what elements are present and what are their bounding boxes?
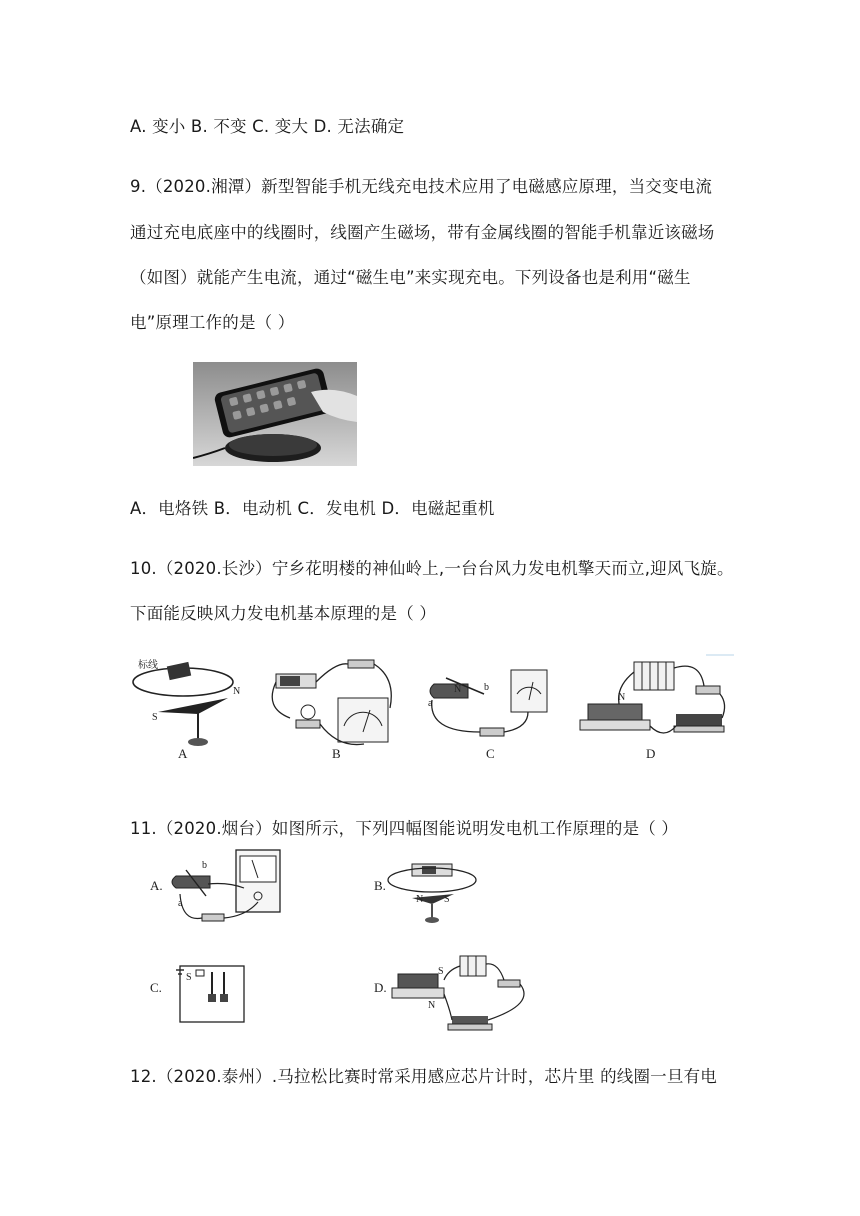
- q11-figure-a: [150, 850, 280, 921]
- svg-text:N: N: [618, 692, 626, 703]
- svg-text:N: N: [416, 894, 424, 905]
- svg-text:S: S: [438, 966, 444, 977]
- svg-text:S: S: [444, 894, 450, 905]
- phone-charger-image: [193, 362, 357, 466]
- q10-label-c: C: [486, 746, 495, 760]
- q9-line-2: 通过充电底座中的线圈时，线圈产生磁场，带有金属线圈的智能手机靠近该磁场: [130, 223, 715, 242]
- svg-text:D.: D.: [374, 980, 387, 995]
- svg-text:a: a: [428, 698, 433, 709]
- svg-text:S: S: [186, 972, 192, 983]
- q10-figure-d: [580, 662, 725, 733]
- svg-text:a: a: [178, 898, 183, 909]
- svg-text:N: N: [454, 684, 462, 695]
- svg-text:C.: C.: [150, 980, 162, 995]
- svg-text:b: b: [484, 682, 489, 693]
- q10-label-a: A: [178, 746, 188, 760]
- q11-figure-d: [374, 956, 524, 1030]
- q9-line-1: 9.（2020.湘潭）新型智能手机无线充电技术应用了电磁感应原理，当交变电流: [130, 177, 713, 196]
- q11-figures: [148, 844, 548, 1036]
- svg-text:标线: 标线: [138, 660, 158, 671]
- q10-figure-c: [428, 670, 547, 736]
- q10-figures: [128, 648, 736, 760]
- svg-text:S: S: [152, 712, 158, 723]
- q10-figure-a: [133, 658, 240, 746]
- q10-line-1: 10.（2020.长沙）宁乡花明楼的神仙岭上,一台台风力发电机擎天而立,迎风飞旋。: [130, 559, 734, 578]
- q9-line-3: （如图）就能产生电流，通过“磁生电”来实现充电。下列设备也是利用“磁生: [130, 268, 691, 287]
- svg-text:N: N: [428, 1000, 436, 1011]
- svg-text:B.: B.: [374, 878, 386, 893]
- q9-options: A．电烙铁 B．电动机 C．发电机 D．电磁起重机: [130, 499, 495, 518]
- q9-line-4: 电”原理工作的是（ ）: [130, 313, 295, 332]
- q8-options: A. 变小 B. 不变 C. 变大 D. 无法确定: [130, 117, 405, 136]
- q11-figure-b: [374, 864, 476, 923]
- q11-figure-c: [150, 966, 244, 1022]
- svg-text:N: N: [233, 686, 241, 697]
- q10-line-2: 下面能反映风力发电机基本原理的是（ ）: [130, 604, 437, 623]
- q12-line-1: 12.（2020.泰州）.马拉松比赛时常采用感应芯片计时，芯片里 的线圈一旦有电: [130, 1067, 717, 1086]
- q10-figure-b: [272, 660, 391, 745]
- q11-line-1: 11.（2020.烟台）如图所示，下列四幅图能说明发电机工作原理的是（ ）: [130, 819, 679, 838]
- svg-text:A.: A.: [150, 878, 163, 893]
- q10-label-d: D: [646, 746, 656, 760]
- q10-label-b: B: [332, 746, 341, 760]
- svg-text:b: b: [202, 860, 207, 871]
